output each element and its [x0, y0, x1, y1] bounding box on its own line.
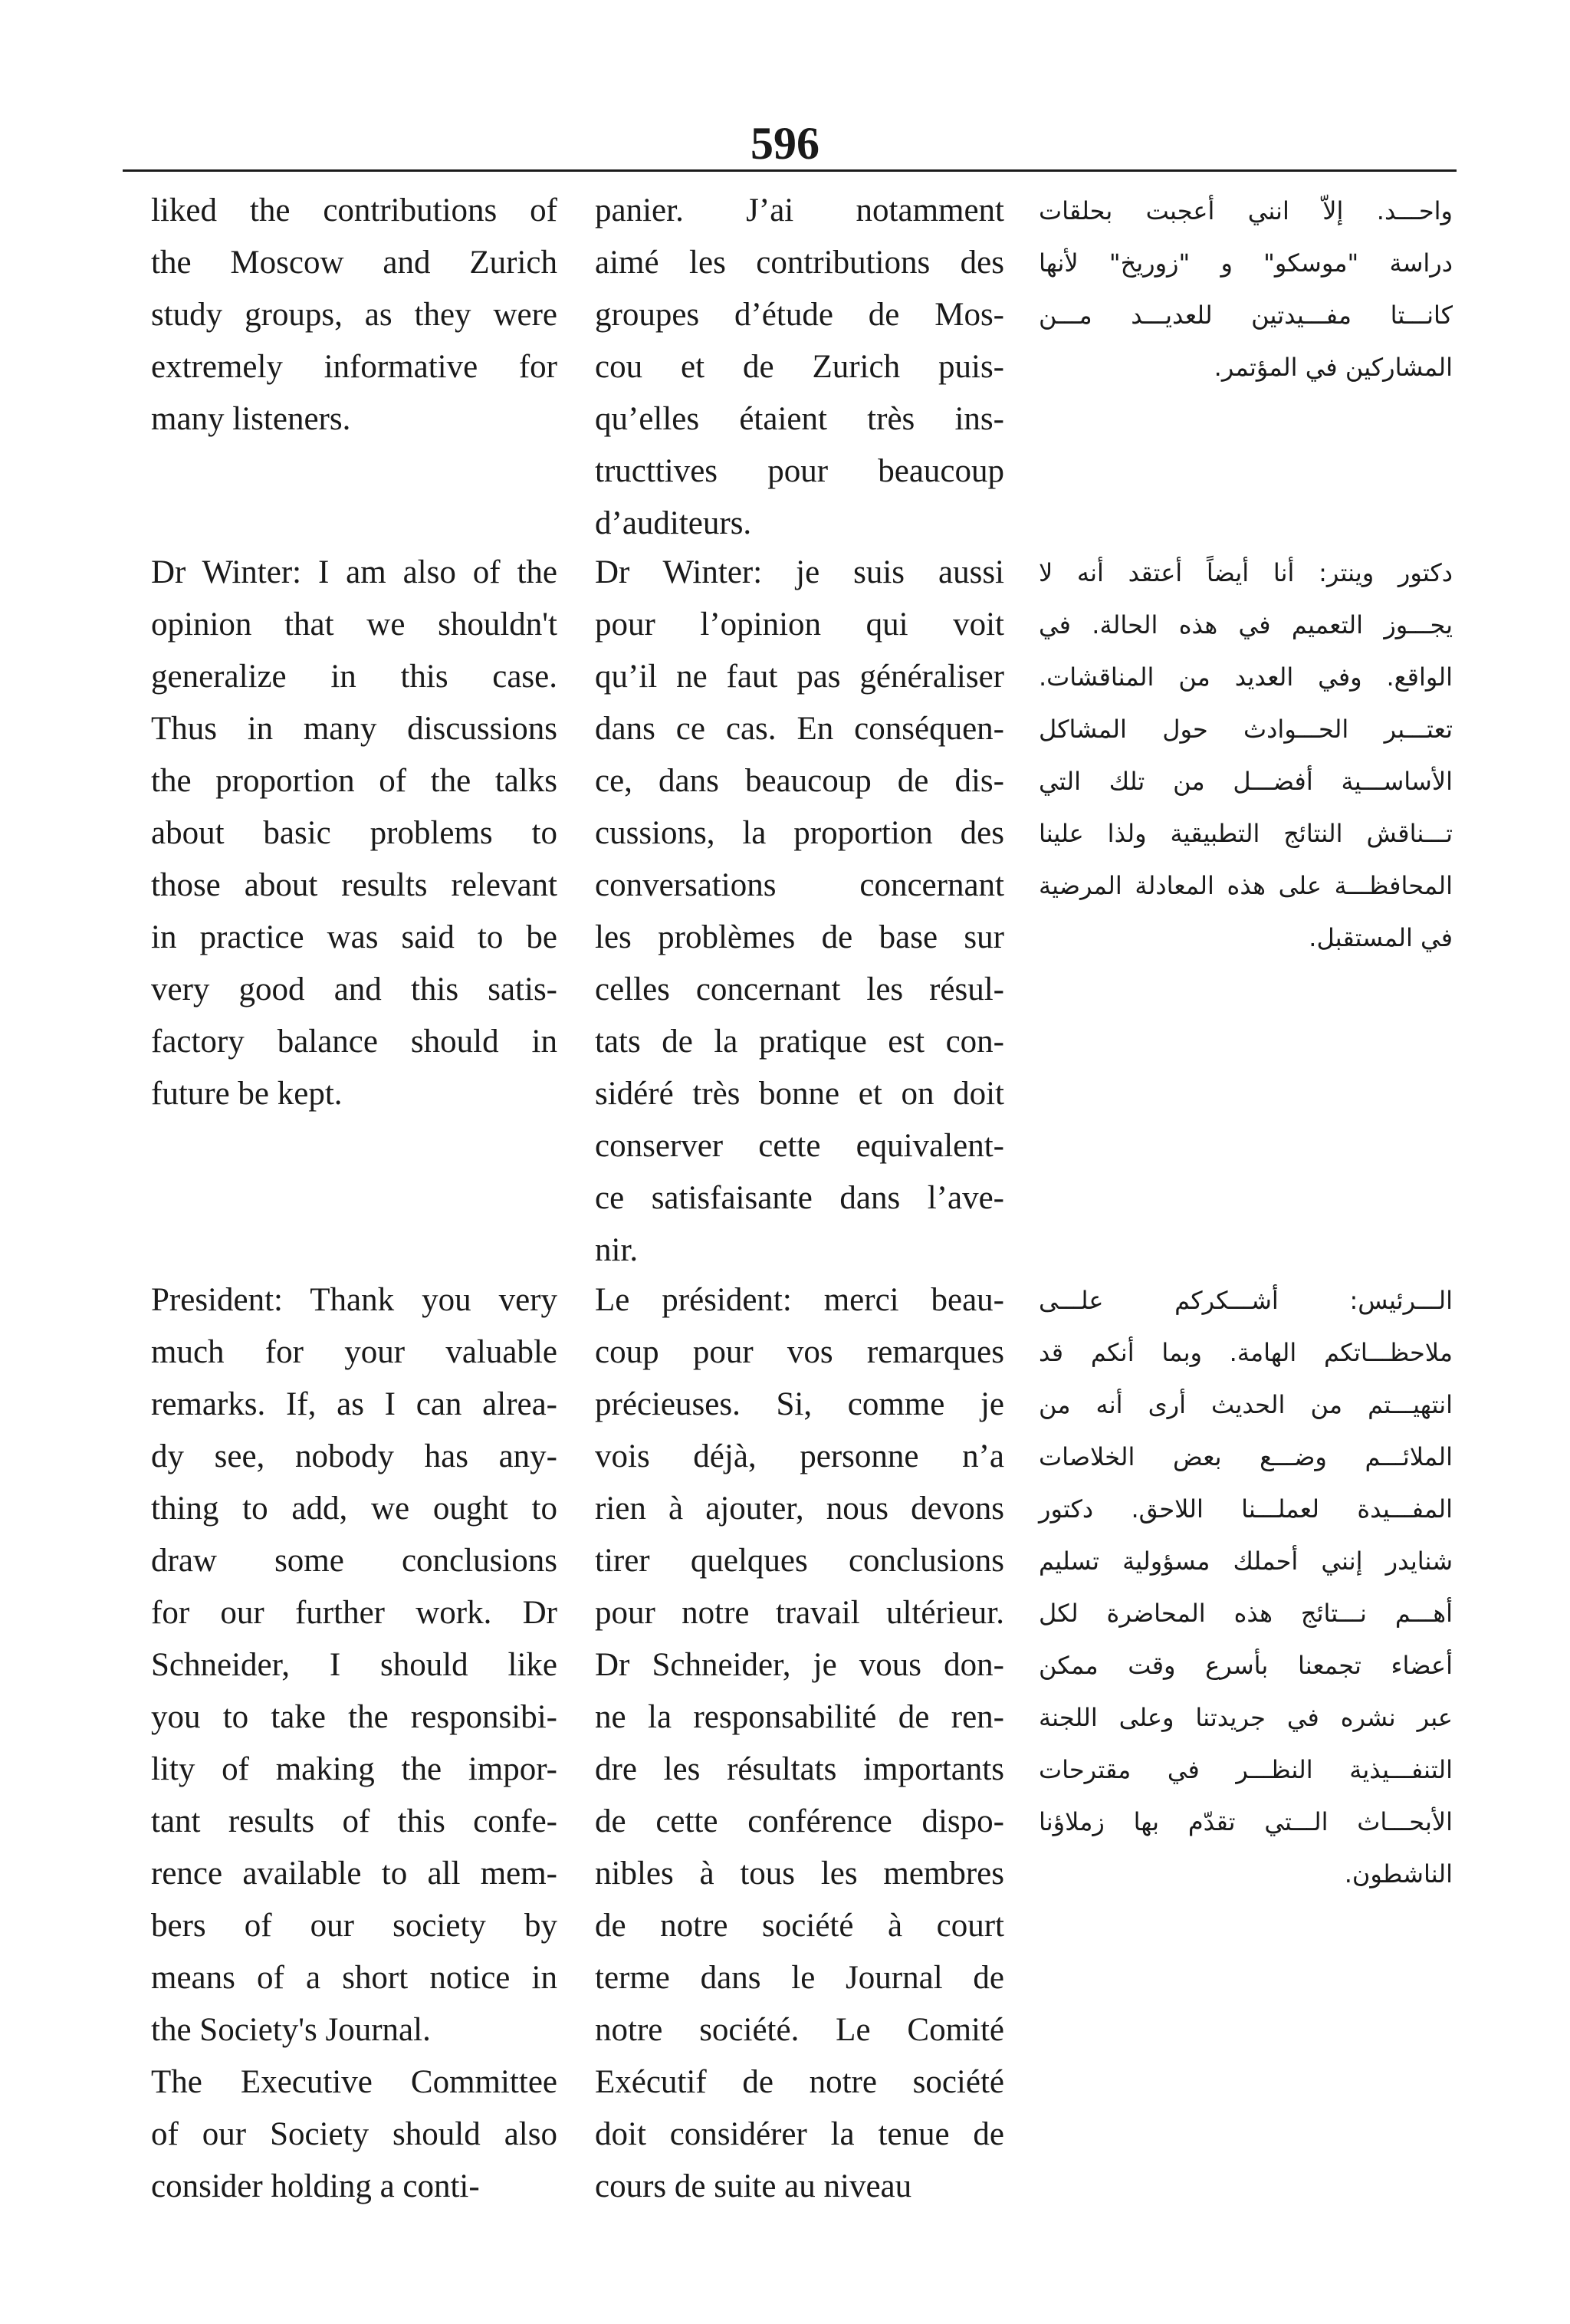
text-line: the Society's Journal. [151, 2012, 431, 2048]
text-line: Thus in many discussions [151, 711, 557, 747]
text-line: coup pour vos remarques [595, 1334, 1004, 1370]
text-line: conversations concernant [595, 867, 1004, 903]
text-line: Dr Winter: I am also of the [151, 554, 557, 590]
text-line: دراسة "موسكو" و "زوريخ" لأنها [1039, 248, 1453, 278]
text-line: nibles à tous les membres [595, 1856, 1004, 1892]
text-line: aimé les contributions des [595, 245, 1004, 281]
text-line: الأساســـية أفضـــل من تلك التي [1039, 767, 1453, 796]
text-line: of our Society should also [151, 2116, 557, 2152]
text-line: عبر نشره في جريدتنا وعلى اللجنة [1039, 1703, 1453, 1732]
text-line: ملاحظـــاتكم الهامة. وبما أنكم قد [1039, 1338, 1453, 1367]
text-line: Dr Schneider, je vous don- [595, 1647, 1004, 1683]
text-line: factory balance should in [151, 1024, 557, 1060]
text-line: الملائـــم وضـــع بعض الخلاصات [1039, 1442, 1453, 1471]
text-line: كانـــتا مفـــيدتين للعديـــد مـــن [1039, 301, 1453, 330]
text-line: groupes d’étude de Mos- [595, 297, 1004, 333]
text-line: Dr Winter: je suis aussi [595, 554, 1004, 590]
text-line: you to take the responsibi- [151, 1699, 557, 1735]
text-line: ne la responsabilité de ren- [595, 1699, 1004, 1735]
text-line: ce satisfaisante dans l’ave- [595, 1180, 1004, 1216]
text-line: bers of our society by [151, 1908, 557, 1944]
text-line: précieuses. Si, comme je [595, 1386, 1004, 1422]
text-line: panier. J’ai notamment [595, 192, 1004, 228]
text-line: pour l’opinion qui voit [595, 606, 1004, 643]
text-line: sidéré très bonne et on doit [595, 1076, 1004, 1112]
text-line: cours de suite au niveau [595, 2168, 912, 2204]
text-line: future be kept. [151, 1076, 343, 1112]
french-paragraph-le-president [595, 1274, 1004, 2213]
text-line: for our further work. Dr [151, 1595, 557, 1631]
text-line: المشاركين في المؤتمر. [1214, 353, 1453, 382]
text-line: tats de la pratique est con- [595, 1024, 1004, 1060]
english-paragraph-dr-winter [151, 547, 557, 1120]
text-line: الواقع. وفي العديد من المناقشات. [1039, 662, 1453, 692]
text-line: notre société. Le Comité [595, 2012, 1004, 2048]
text-line: opinion that we shouldn't [151, 606, 557, 643]
text-line: tirer quelques conclusions [595, 1543, 1004, 1579]
text-line: المحافظـــة على هذه المعادلة المرضية [1039, 871, 1453, 900]
text-line: conserver cette equivalent- [595, 1128, 1004, 1164]
english-paragraph-president [151, 1274, 557, 2056]
french-paragraph-dr-winter [595, 547, 1004, 1277]
arabic-paragraph-president [1039, 1274, 1453, 1900]
text-line: تعتـــبر الحـــوادث حول المشاكل [1039, 715, 1453, 744]
text-line: doit considérer la tenue de [595, 2116, 1004, 2152]
text-line: rence available to all mem- [151, 1856, 557, 1892]
text-line: the Moscow and Zurich [151, 245, 557, 281]
text-line: The Executive Committee [151, 2064, 557, 2100]
text-line: draw some conclusions [151, 1543, 557, 1579]
text-line: Exécutif de notre société [595, 2064, 1004, 2100]
text-line: يجـــوز التعميم في هذه الحالة. في [1039, 610, 1453, 639]
text-line: les problèmes de base sur [595, 919, 1004, 955]
text-line: pour notre travail ultérieur. [595, 1595, 1004, 1631]
header-rule [123, 169, 1457, 172]
text-line: cussions, la proportion des [595, 815, 1004, 851]
page-number: 596 [751, 118, 819, 169]
text-line: consider holding a conti- [151, 2168, 480, 2204]
text-line: President: Thank you very [151, 1282, 557, 1318]
text-line: دكتور وينتر: أنا أيضاً أعتقد أنه لا [1039, 558, 1453, 587]
text-line: very good and this satis- [151, 971, 557, 1008]
text-line: de notre société à court [595, 1908, 1004, 1944]
text-line: qu’il ne faut pas généraliser [595, 659, 1004, 695]
arabic-paragraph-intro [1039, 185, 1453, 393]
text-line: liked the contributions of [151, 192, 557, 228]
text-line: cou et de Zurich puis- [595, 349, 1004, 385]
text-line: tant results of this confe- [151, 1803, 557, 1839]
english-paragraph-executive-committee [151, 2056, 557, 2213]
text-line: study groups, as they were [151, 297, 557, 333]
text-line: those about results relevant [151, 867, 557, 903]
text-line: generalize in this case. [151, 659, 557, 695]
text-line: dy see, nobody has any- [151, 1438, 557, 1474]
text-line: Schneider, I should like [151, 1647, 557, 1683]
text-line: qu’elles étaient très ins- [595, 401, 1004, 437]
text-line: nir. [595, 1232, 639, 1268]
text-line: rien à ajouter, nous devons [595, 1491, 1004, 1527]
text-line: means of a short notice in [151, 1960, 557, 1996]
english-paragraph-liked-contributions [151, 185, 557, 445]
text-line: الأبحـــاث الـــتي تقدّم بها زملاؤنا [1039, 1807, 1453, 1836]
text-line: انتهيـــتم من الحديث أرى أنه من [1039, 1390, 1453, 1419]
french-paragraph-panier [595, 185, 1004, 550]
arabic-paragraph-dr-winter [1039, 547, 1453, 964]
text-line: الـــرئيس: أشـــكركم علـــى [1039, 1286, 1453, 1315]
text-line: de cette conférence dispo- [595, 1803, 1004, 1839]
text-line: Le président: merci beau- [595, 1282, 1004, 1318]
text-line: dans ce cas. En conséquen- [595, 711, 1004, 747]
text-line: vois déjà, personne n’a [595, 1438, 1004, 1474]
text-line: واحـــد. إلاّ انني أعجبت بحلقات [1039, 196, 1453, 225]
text-line: أهـــم نـــتائج هذه المحاضرة لكل [1039, 1599, 1453, 1628]
text-line: about basic problems to [151, 815, 557, 851]
text-line: extremely informative for [151, 349, 557, 385]
text-line: في المستقبل. [1309, 923, 1453, 952]
text-line: الناشطون. [1344, 1859, 1453, 1888]
text-line: tructtives pour beaucoup [595, 453, 1004, 489]
text-line: d’auditeurs. [595, 505, 752, 541]
text-line: تـــناقش النتائج التطبيقية ولذا علينا [1039, 819, 1453, 848]
text-line: thing to add, we ought to [151, 1491, 557, 1527]
text-line: شنايدر إنني أحملك مسؤولية تسليم [1039, 1547, 1453, 1576]
text-line: much for your valuable [151, 1334, 557, 1370]
text-line: التنفـــيذية النظـــر في مقترحات [1039, 1755, 1453, 1784]
text-line: many listeners. [151, 401, 351, 437]
text-line: remarks. If, as I can alrea- [151, 1386, 557, 1422]
text-line: terme dans le Journal de [595, 1960, 1004, 1996]
text-line: in practice was said to be [151, 919, 557, 955]
text-line: أعضاء تجمعنا بأسرع وقت ممكن [1039, 1651, 1453, 1680]
text-line: lity of making the impor- [151, 1751, 557, 1787]
text-line: المفـــيدة لعملـــنا اللاحق. دكتور [1039, 1494, 1453, 1524]
text-line: celles concernant les résul- [595, 971, 1004, 1008]
text-line: ce, dans beaucoup de dis- [595, 763, 1004, 799]
text-line: the proportion of the talks [151, 763, 557, 799]
text-line: dre les résultats importants [595, 1751, 1004, 1787]
